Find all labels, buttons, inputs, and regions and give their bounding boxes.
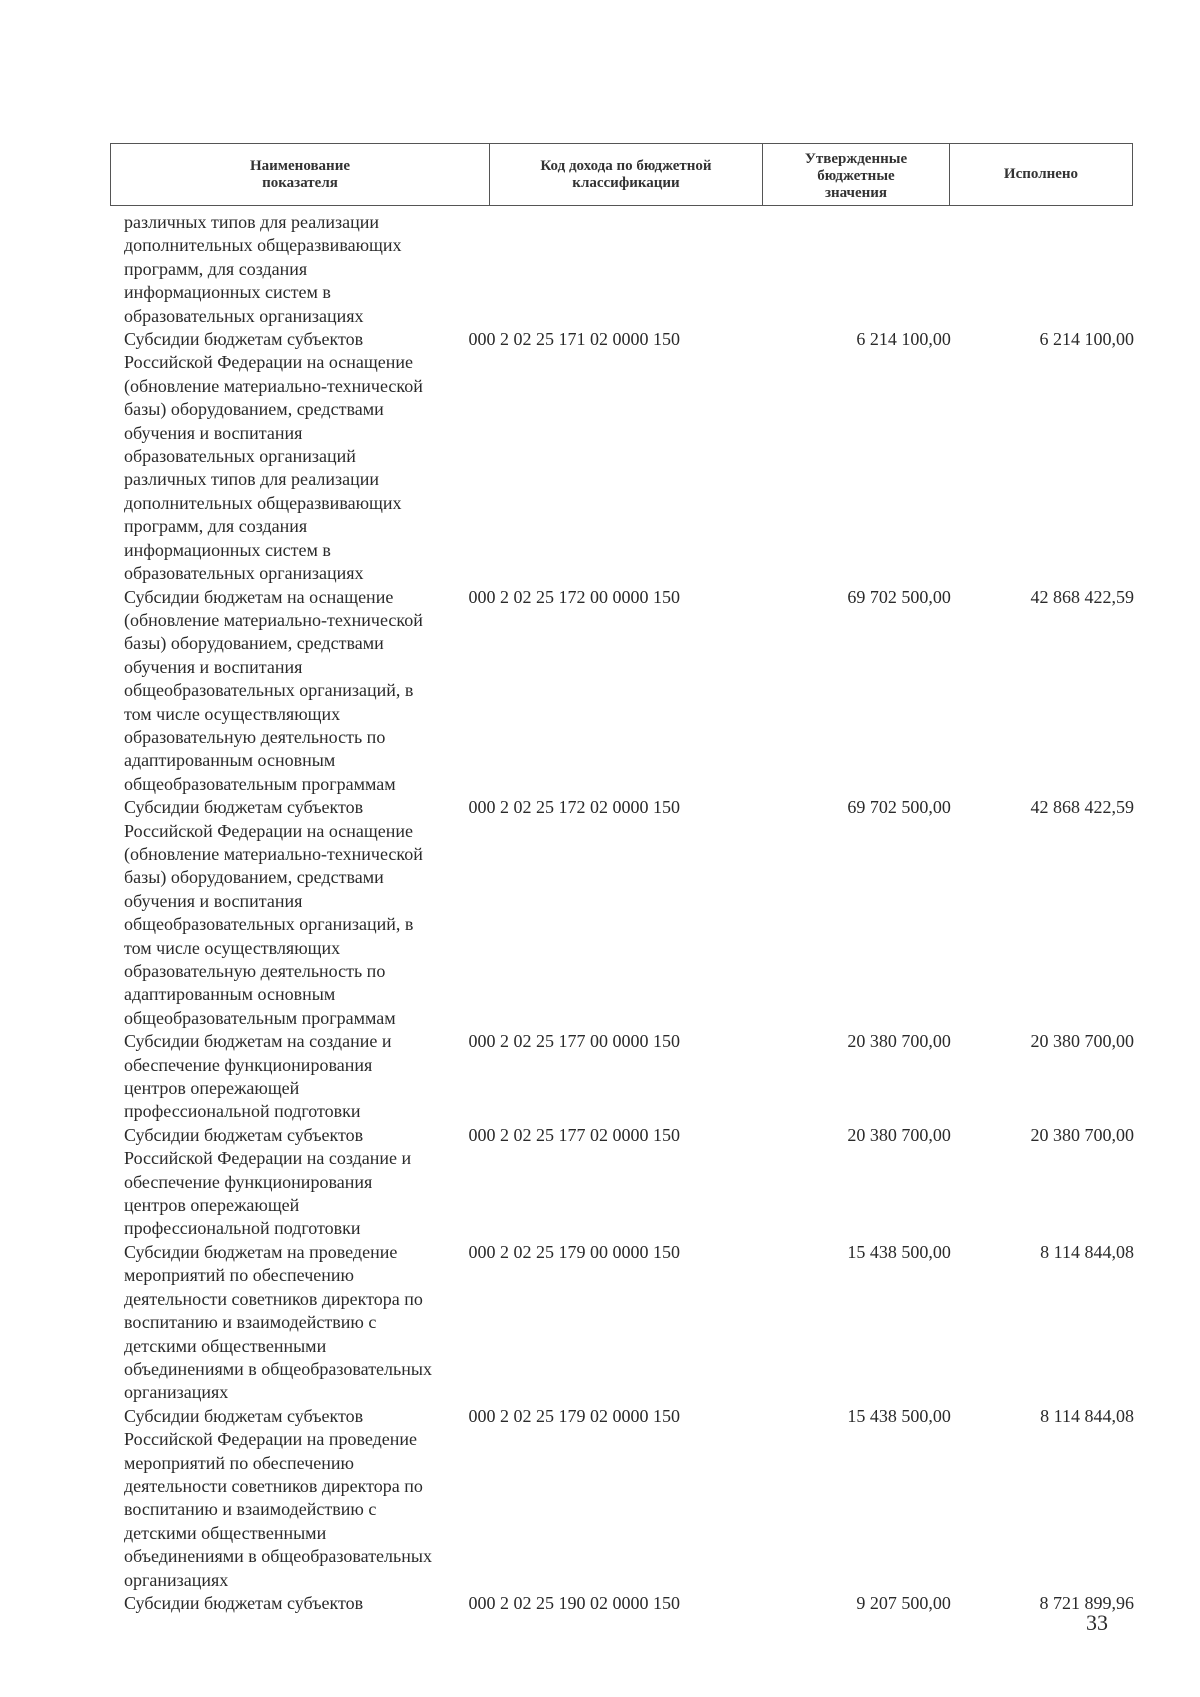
page-number: 33 xyxy=(1086,1610,1108,1635)
header-done-column xyxy=(950,144,1132,205)
row-done: 6 214 100,00 xyxy=(1039,329,1134,350)
row-name-line: объединениями в общеобразовательных xyxy=(124,1546,432,1567)
row-approved: 15 438 500,00 xyxy=(847,1241,951,1262)
row-approved: 9 207 500,00 xyxy=(856,1592,951,1613)
row-name-line: базы) оборудованием, средствами xyxy=(124,399,384,420)
row-code: 000 2 02 25 179 00 0000 150 xyxy=(468,1241,681,1262)
row-name-line: организациях xyxy=(124,1569,229,1590)
row-name-line: том числе осуществляющих xyxy=(124,937,341,958)
row-code: 000 2 02 25 172 00 0000 150 xyxy=(468,586,681,607)
table-row xyxy=(124,1405,1134,1592)
header-approved-line: значения xyxy=(824,185,888,201)
header-code-line: Код дохода по бюджетной xyxy=(540,157,712,174)
row-name-line: Российской Федерации на создание и xyxy=(124,1148,412,1169)
table-row xyxy=(124,1592,1134,1615)
row-name-line: центров опережающей xyxy=(124,1078,300,1099)
row-approved: 6 214 100,00 xyxy=(856,329,951,350)
table-row xyxy=(124,586,1134,797)
row-name-line: (обновление материально-технической xyxy=(124,843,423,864)
row-name-line: детскими общественными xyxy=(124,1522,327,1543)
row-name-line: адаптированным основным xyxy=(124,984,336,1005)
row-name xyxy=(124,1241,469,1405)
row-done: 8 721 899,96 xyxy=(1039,1592,1134,1613)
row-name-line: обеспечение функционирования xyxy=(124,1171,373,1192)
row-name-line: центров опережающей xyxy=(124,1195,300,1216)
row-approved: 69 702 500,00 xyxy=(847,586,951,607)
row-name-line: различных типов для реализации xyxy=(124,212,380,232)
header-approved-column xyxy=(763,144,950,205)
table-row xyxy=(124,1124,1134,1241)
row-name-line: образовательных организациях xyxy=(124,563,364,584)
row-name-line: Субсидии бюджетам субъектов xyxy=(124,1405,364,1426)
row-name-line: деятельности советников директора по xyxy=(124,1475,423,1496)
row-name-line: общеобразовательных организаций, в xyxy=(124,680,414,701)
row-name-line: образовательных организаций xyxy=(124,446,356,467)
row-done: 8 114 844,08 xyxy=(1040,1405,1134,1426)
row-name-line: профессиональной подготовки xyxy=(124,1101,361,1122)
row-done: 20 380 700,00 xyxy=(1030,1031,1134,1052)
header-approved-line: бюджетные xyxy=(817,168,895,184)
row-approved: 20 380 700,00 xyxy=(847,1124,951,1145)
table-row xyxy=(124,796,1134,1030)
row-name-line: Субсидии бюджетам субъектов xyxy=(124,797,364,818)
row-name-line: Российской Федерации на оснащение xyxy=(124,820,414,841)
row-name-line: дополнительных общеразвивающих xyxy=(124,235,402,256)
row-name-line: базы) оборудованием, средствами xyxy=(124,633,384,654)
row-code: 000 2 02 25 190 02 0000 150 xyxy=(468,1592,681,1613)
row-name-line: образовательных организациях xyxy=(124,305,364,326)
row-name-line: общеобразовательным программам xyxy=(124,773,396,794)
row-name-line: обеспечение функционирования xyxy=(124,1054,373,1075)
row-name-line: программ, для создания xyxy=(124,516,308,537)
row-name-line: Субсидии бюджетам на проведение xyxy=(124,1241,398,1262)
table-body xyxy=(124,211,1134,1615)
row-code: 000 2 02 25 179 02 0000 150 xyxy=(468,1405,681,1426)
row-name-line: различных типов для реализации xyxy=(124,469,380,490)
row-name-line: объединениями в общеобразовательных xyxy=(124,1358,432,1379)
header-name-line: показателя xyxy=(262,174,338,191)
row-name-line: Субсидии бюджетам субъектов xyxy=(124,1124,364,1145)
row-name-line: детскими общественными xyxy=(124,1335,327,1356)
header-name-column xyxy=(111,144,490,205)
row-name-line: том числе осуществляющих xyxy=(124,703,341,724)
row-name-line: адаптированным основным xyxy=(124,750,336,771)
row-name-line: обучения и воспитания xyxy=(124,656,303,677)
table-row xyxy=(124,211,1134,328)
row-name-line: организациях xyxy=(124,1382,229,1403)
table-row xyxy=(124,328,1134,585)
row-name xyxy=(124,1124,469,1241)
row-done: 42 868 422,59 xyxy=(1030,586,1134,607)
row-name-line: Субсидии бюджетам на создание и xyxy=(124,1031,392,1052)
row-name-line: образовательную деятельность по xyxy=(124,961,386,981)
row-code: 000 2 02 25 177 02 0000 150 xyxy=(468,1124,681,1145)
header-code-line: классификации xyxy=(572,174,680,191)
header-name-line: Наименование xyxy=(250,157,350,174)
table-header xyxy=(110,143,1133,206)
row-name xyxy=(124,211,469,328)
row-done: 8 114 844,08 xyxy=(1040,1241,1134,1262)
row-approved: 20 380 700,00 xyxy=(847,1031,951,1052)
row-name xyxy=(124,586,469,797)
row-name-line: воспитанию и взаимодействию с xyxy=(124,1312,377,1333)
row-name-line: обучения и воспитания xyxy=(124,422,303,443)
row-name xyxy=(124,796,469,1030)
row-name-line: базы) оборудованием, средствами xyxy=(124,867,384,888)
row-name-line: общеобразовательных организаций, в xyxy=(124,914,414,935)
row-name xyxy=(124,1030,469,1124)
row-name-line: воспитанию и взаимодействию с xyxy=(124,1499,377,1520)
row-code: 000 2 02 25 171 02 0000 150 xyxy=(468,329,681,350)
header-done-line: Исполнено xyxy=(1003,166,1079,182)
row-name-line: Российской Федерации на оснащение xyxy=(124,352,414,373)
row-name-line: информационных систем в xyxy=(124,282,331,303)
row-code: 000 2 02 25 177 00 0000 150 xyxy=(468,1031,681,1052)
row-code: 000 2 02 25 172 02 0000 150 xyxy=(468,797,681,818)
row-name xyxy=(124,1405,469,1592)
row-name-line: дополнительных общеразвивающих xyxy=(124,492,402,513)
row-name-line: мероприятий по обеспечению xyxy=(124,1452,354,1473)
row-name-line: Субсидии бюджетам субъектов xyxy=(124,1592,364,1613)
header-approved-line: Утвержденные xyxy=(804,151,908,167)
row-name-line: образовательную деятельность по xyxy=(124,726,386,747)
row-name-line: мероприятий по обеспечению xyxy=(124,1265,354,1286)
row-name-line: Российской Федерации на проведение xyxy=(124,1429,418,1450)
row-name-line: (обновление материально-технической xyxy=(124,609,423,630)
row-name-line: информационных систем в xyxy=(124,539,331,560)
table-row xyxy=(124,1241,1134,1405)
row-name-line: программ, для создания xyxy=(124,258,308,279)
row-done: 20 380 700,00 xyxy=(1030,1124,1134,1145)
row-name-line: Субсидии бюджетам субъектов xyxy=(124,329,364,350)
row-name-line: общеобразовательным программам xyxy=(124,1007,396,1028)
row-name-line: Субсидии бюджетам на оснащение xyxy=(124,586,394,607)
row-name-line: профессиональной подготовки xyxy=(124,1218,361,1239)
header-code-column xyxy=(490,144,763,205)
row-name-line: (обновление материально-технической xyxy=(124,375,423,396)
row-name-line: деятельности советников директора по xyxy=(124,1288,423,1309)
row-done: 42 868 422,59 xyxy=(1030,797,1134,818)
row-approved: 15 438 500,00 xyxy=(847,1405,951,1426)
row-approved: 69 702 500,00 xyxy=(847,797,951,818)
row-name xyxy=(124,328,469,585)
table-row xyxy=(124,1030,1134,1124)
row-name xyxy=(124,1592,469,1615)
row-name-line: обучения и воспитания xyxy=(124,890,303,911)
